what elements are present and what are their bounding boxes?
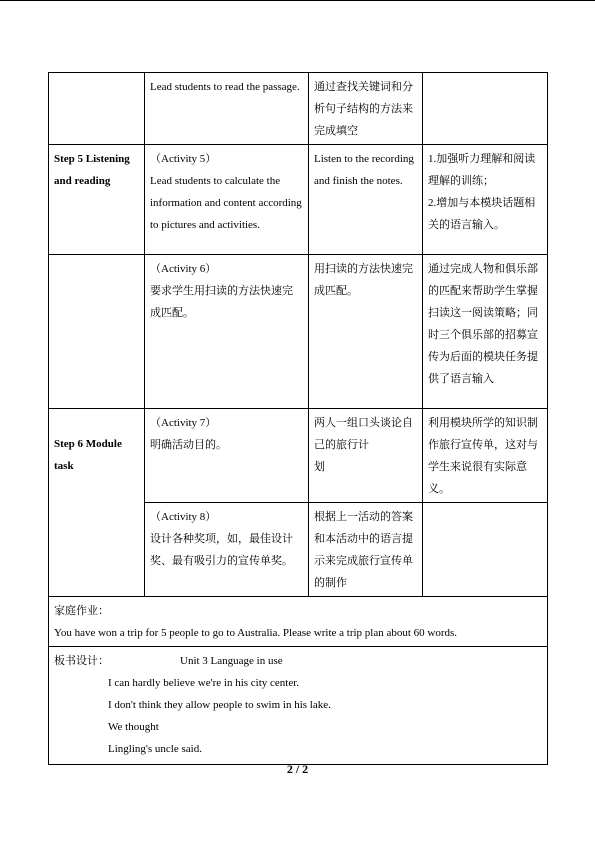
activity-number: （Activity 7） bbox=[150, 417, 217, 429]
step-cell bbox=[49, 409, 145, 597]
board-design-row bbox=[49, 647, 548, 765]
step-label: Step 5 Listening and reading bbox=[54, 153, 130, 187]
header-rule bbox=[0, 0, 595, 1]
cell-text: 利用模块所学的知识制作旅行宣传单，这对与学生来说很有实际意义。 bbox=[428, 417, 538, 495]
board-line: I can hardly believe we're in his city center. bbox=[108, 677, 300, 689]
step-cell bbox=[49, 73, 145, 145]
teacher-activity-cell bbox=[145, 409, 309, 503]
student-activity-cell bbox=[309, 255, 423, 409]
cell-text: 通过查找关键词和分析句子结构的方法来完成填空 bbox=[314, 81, 413, 137]
teacher-activity-cell bbox=[145, 73, 309, 145]
board-design bbox=[54, 650, 542, 762]
student-activity-cell bbox=[309, 409, 423, 503]
cell-text: 划 bbox=[314, 461, 325, 473]
cell-text: 根据上一活动的答案和本活动中的语言提示来完成旅行宣传单的制作 bbox=[314, 511, 413, 589]
board-line: Lingling's uncle said. bbox=[108, 743, 202, 755]
step-cell bbox=[49, 255, 145, 409]
cell-text: Lead students to calculate the information and content according to pictures and activities. bbox=[150, 175, 302, 231]
cell-text: 设计各种奖项，如，最佳设计奖、最有吸引力的宣传单奖。 bbox=[150, 533, 293, 567]
teacher-activity-cell bbox=[145, 145, 309, 255]
board-line: We thought bbox=[108, 721, 159, 733]
table-row bbox=[49, 73, 548, 145]
purpose-cell bbox=[423, 503, 548, 597]
homework-label: 家庭作业： bbox=[54, 605, 109, 617]
activity-number: （Activity 8） bbox=[150, 511, 217, 523]
cell-text: 用扫读的方法快速完成匹配。 bbox=[314, 263, 413, 297]
board-title: Unit 3 Language in use bbox=[180, 655, 283, 667]
homework-cell bbox=[49, 597, 548, 647]
page-number: 2 / 2 bbox=[286, 762, 309, 776]
board-label: 板书设计： bbox=[54, 655, 109, 667]
student-activity-cell bbox=[309, 503, 423, 597]
step-label: Step 6 Module task bbox=[54, 438, 122, 472]
board-line: I don't think they allow people to swim in his lake. bbox=[108, 699, 331, 711]
student-activity-cell bbox=[309, 145, 423, 255]
student-activity-cell bbox=[309, 73, 423, 145]
cell-text: 要求学生用扫读的方法快速完成匹配。 bbox=[150, 285, 293, 319]
homework-text: You have won a trip for 5 people to go to Australia. Please write a trip plan about 60 words. bbox=[54, 627, 458, 639]
teacher-activity-cell bbox=[145, 255, 309, 409]
table-row bbox=[49, 255, 548, 409]
activity-number: （Activity 6） bbox=[150, 263, 217, 275]
cell-text: 明确活动目的。 bbox=[150, 439, 227, 451]
lesson-plan-table bbox=[48, 72, 548, 765]
cell-text: 两人一组口头谈论自己的旅行计 bbox=[314, 417, 413, 451]
purpose-cell bbox=[423, 73, 548, 145]
purpose-cell bbox=[423, 145, 548, 255]
purpose-cell bbox=[423, 255, 548, 409]
cell-text: 1.加强听力理解和阅读理解的训练； bbox=[428, 153, 536, 187]
activity-number: （Activity 5） bbox=[150, 153, 217, 165]
step-cell bbox=[49, 145, 145, 255]
table-row bbox=[49, 145, 548, 255]
purpose-cell bbox=[423, 409, 548, 503]
table-row bbox=[49, 409, 548, 503]
cell-text: Lead students to read the passage. bbox=[150, 81, 300, 93]
cell-text: Listen to the recording and finish the notes. bbox=[314, 153, 414, 187]
board-design-cell bbox=[49, 647, 548, 765]
homework-row bbox=[49, 597, 548, 647]
cell-text: 通过完成人物和俱乐部的匹配来帮助学生掌握扫读这一阅读策略；同时三个俱乐部的招募宣传为后面的模块任务提供了语言输入 bbox=[428, 263, 538, 385]
cell-text: 2.增加与本模块话题相关的语言输入。 bbox=[428, 197, 536, 231]
teacher-activity-cell bbox=[145, 503, 309, 597]
